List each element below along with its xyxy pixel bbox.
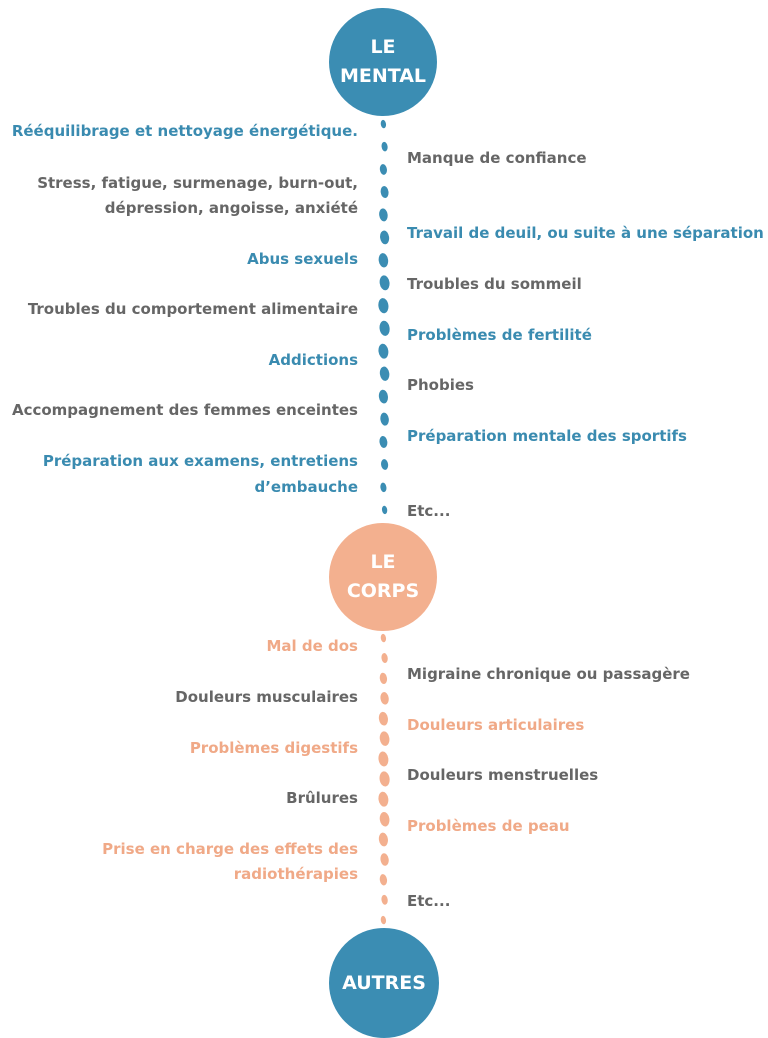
autres-title: AUTRES: [342, 971, 426, 994]
corps-left-item: Prise en charge des effets des: [102, 840, 358, 858]
timeline-dot: [379, 435, 388, 448]
timeline-dot: [380, 412, 390, 426]
timeline-dot: [378, 252, 389, 268]
mental-right-item: Préparation mentale des sportifs: [407, 427, 687, 445]
mental-left-item: Addictions: [268, 351, 358, 369]
timeline-dot: [379, 874, 388, 886]
timeline-dot: [380, 634, 386, 643]
mental-right-item: Phobies: [407, 376, 474, 394]
timeline-dot: [378, 711, 389, 726]
autres-circle: [329, 928, 439, 1038]
corps-title-line2: CORPS: [346, 580, 420, 602]
timeline-dot: [378, 832, 389, 847]
mental-right-item: Manque de confiance: [407, 149, 587, 167]
timeline-dot: [379, 771, 391, 787]
mental-circle: [329, 8, 437, 116]
timeline-dot: [380, 692, 390, 706]
timeline-dot: [379, 731, 391, 747]
timeline-dot: [381, 141, 388, 151]
corps-left-item: radiothérapies: [233, 865, 358, 883]
timeline-dot: [378, 751, 390, 767]
timeline-dot: [378, 389, 389, 404]
corps-right-item: Problèmes de peau: [407, 817, 570, 835]
timeline-dot: [377, 297, 389, 313]
corps-left-item: Douleurs musculaires: [175, 688, 358, 706]
corps-left-item: Problèmes digestifs: [189, 739, 358, 757]
timeline-dot: [378, 208, 388, 222]
mental-left-item: Accompagnement des femmes enceintes: [11, 401, 358, 419]
timeline-dot: [379, 164, 387, 176]
timeline-dot: [379, 811, 391, 827]
corps-left-item: Brûlures: [286, 789, 358, 807]
corps-right-item: Douleurs menstruelles: [407, 766, 599, 784]
timeline-dot: [379, 672, 388, 684]
mental-title-line1: LE: [370, 36, 396, 58]
corps-circle: [329, 523, 437, 631]
mental-right-item: Troubles du sommeil: [407, 275, 582, 293]
mental-left-item: d’embauche: [254, 478, 358, 496]
mental-left-item: Troubles du comportement alimentaire: [27, 300, 358, 318]
timeline-dot: [380, 482, 387, 492]
timeline-dot: [379, 230, 390, 245]
timeline-dot: [380, 853, 390, 867]
timeline-dot: [381, 505, 387, 514]
timeline-dot: [378, 791, 390, 807]
mental-left-item: Abus sexuels: [247, 250, 358, 268]
timeline-dot: [379, 366, 390, 382]
timeline-dot: [381, 653, 389, 664]
corps-right-item: Etc...: [407, 892, 451, 910]
timeline-dot: [381, 894, 389, 905]
corps-left-item: Mal de dos: [266, 637, 358, 655]
timeline-dot: [380, 186, 389, 199]
corps-title-line1: LE: [370, 551, 396, 573]
mental-right-item: Etc...: [407, 502, 451, 520]
mental-left-item: Stress, fatigue, surmenage, burn-out,: [37, 174, 358, 192]
corps-right-item: Migraine chronique ou passagère: [407, 665, 690, 683]
mental-title-line2: MENTAL: [339, 65, 427, 87]
mental-left-item: Rééquilibrage et nettoyage énergétique.: [11, 122, 358, 140]
timeline-dot: [380, 916, 386, 925]
timeline-dot: [379, 320, 391, 336]
timeline-dot: [380, 120, 386, 129]
timeline-dot: [378, 343, 390, 359]
mental-left-item: Préparation aux examens, entretiens: [42, 452, 358, 470]
timeline-dot: [379, 275, 391, 291]
mental-left-item: dépression, angoisse, anxiété: [104, 199, 358, 217]
corps-right-item: Douleurs articulaires: [407, 716, 585, 734]
mental-right-item: Travail de deuil, ou suite à une séparation: [407, 224, 764, 242]
timeline-dot: [380, 459, 388, 471]
mental-right-item: Problèmes de fertilité: [407, 326, 592, 344]
